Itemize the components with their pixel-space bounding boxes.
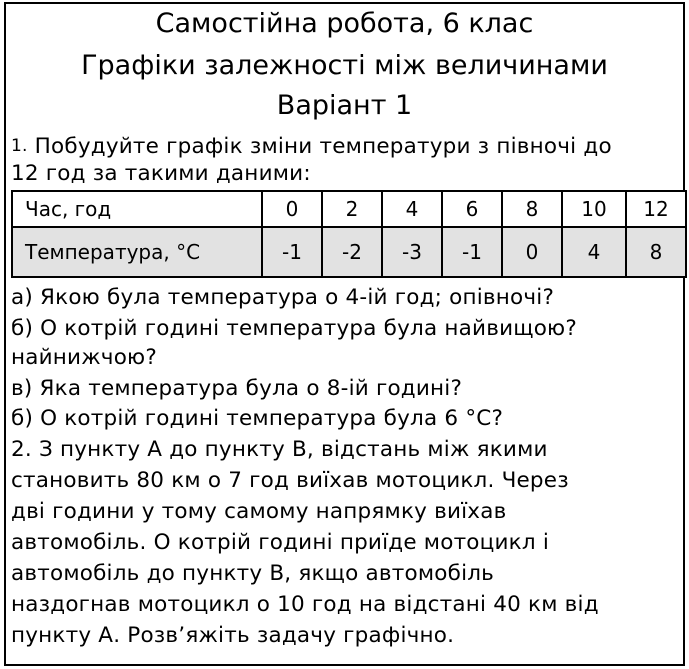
table-header-time: Час, год	[12, 191, 262, 227]
question-v: в) Яка температура була о 8-ій годині?	[11, 376, 463, 401]
task1-number: 1.	[11, 136, 28, 156]
task2-line: 2. З пункту А до пункту В, відстань між якими	[11, 437, 548, 462]
table-cell: -2	[322, 227, 382, 277]
table-header-temperature: Температура, °С	[12, 227, 262, 277]
table-cell: -1	[442, 227, 502, 277]
worksheet-title: Самостійна робота, 6 клас	[155, 8, 534, 39]
question-b-line2: найнижчою?	[11, 345, 157, 370]
task2-line: пункту А. Розв’яжіть задачу графічно.	[11, 623, 455, 648]
table-cell: 4	[382, 191, 442, 227]
task2-line: автомобіль до пункту В, якщо автомобіль	[11, 561, 495, 586]
question-b2: б) О котрій годині температура була 6 °С?	[11, 406, 504, 431]
worksheet-variant: Варіант 1	[276, 90, 413, 121]
table-row-time	[12, 191, 686, 227]
table-cell: 10	[562, 191, 626, 227]
task1-text-line2: 12 год за такими даними:	[11, 161, 311, 186]
table-cell: 12	[626, 191, 686, 227]
task2-line: автомобіль. О котрій годині приїде мотоцикл і	[11, 530, 549, 555]
table-cell: 0	[262, 191, 322, 227]
task1-text-line1: Побудуйте графік зміни температури з півночі до	[34, 134, 612, 159]
task2-line: дві години у тому самому напрямку виїхав	[11, 499, 507, 524]
table-cell: 0	[502, 227, 562, 277]
task2-line: становить 80 км о 7 год виїхав мотоцикл. Через	[11, 468, 569, 493]
worksheet-topic: Графіки залежності між величинами	[81, 50, 608, 81]
table-cell: 8	[626, 227, 686, 277]
table-cell: -3	[382, 227, 442, 277]
task2-line: наздогнав мотоцикл о 10 год на відстані 40 км від	[11, 592, 599, 617]
table-cell: 4	[562, 227, 626, 277]
table-cell: -1	[262, 227, 322, 277]
question-a: а) Якою була температура о 4-ій год; опівночі?	[11, 285, 555, 310]
table-cell: 6	[442, 191, 502, 227]
task1-line1	[11, 132, 612, 161]
table-cell: 2	[322, 191, 382, 227]
table-row-temperature	[12, 227, 686, 277]
question-b-line1: б) О котрій годині температура була найвищою?	[11, 316, 577, 341]
temperature-table	[11, 190, 687, 278]
table-cell: 8	[502, 191, 562, 227]
